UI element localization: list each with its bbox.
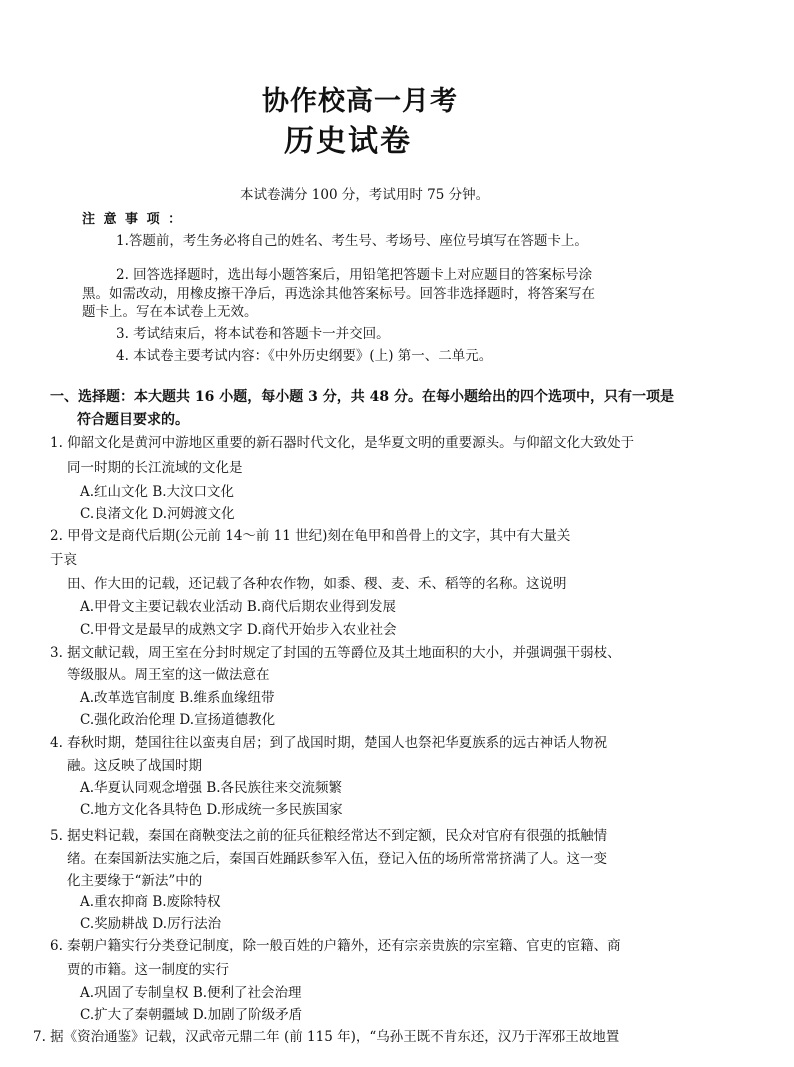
q3-stem-line2: 等级服从。周王室的这一做法意在 — [67, 667, 270, 683]
q1-options-cd: C.良渚文化 D.河姆渡文化 — [80, 506, 235, 522]
q4-stem-line2: 融。这反映了战国时期 — [67, 758, 202, 774]
q6-options-cd: C.扩大了秦朝疆域 D.加剧了阶级矛盾 — [80, 1007, 303, 1023]
note-item-4: 4. 本试卷主要考试内容：《中外历史纲要》(上) 第一、二单元。 — [116, 348, 493, 364]
q4-stem-line1: 4. 春秋时期，楚国往往以蛮夷自居；到了战国时期，楚国人也祭祀华夏族系的远古神话人物祝 — [50, 735, 608, 751]
note-item-1: 1.答题前，考生务必将自己的姓名、考生号、考场号、座位号填写在答题卡上。 — [116, 233, 588, 249]
q5-stem-line2: 绪。在秦国新法实施之后，秦国百姓踊跃参军入伍，登记入伍的场所常常挤满了人。这一变 — [67, 851, 607, 867]
q6-stem-line1: 6. 秦朝户籍实行分类登记制度，除一般百姓的户籍外，还有宗亲贵族的宗室籍、官吏的宦籍、商 — [50, 938, 621, 954]
exam-info: 本试卷满分 100 分，考试用时 75 分钟。 — [240, 187, 490, 203]
q4-options-cd: C.地方文化各具特色 D.形成统一多民族国家 — [80, 802, 343, 818]
note-item-2-line2: 黑。如需改动，用橡皮擦干净后，再选涂其他答案标号。回答非选择题时，将答案写在 — [82, 286, 595, 302]
note-item-2-line1: 2. 回答选择题时，选出每小题答案后，用铅笔把答题卡上对应题目的答案标号涂 — [116, 267, 593, 283]
q3-stem-line1: 3. 据文献记载，周王室在分封时规定了封国的五等爵位及其土地面积的大小，并强调强干弱枝、 — [50, 645, 621, 661]
note-item-3: 3. 考试结束后，将本试卷和答题卡一并交回。 — [116, 326, 390, 342]
q2-stem-line3: 田、作大田的记载，还记载了各种农作物，如黍、稷、麦、禾、稻等的名称。这说明 — [67, 576, 567, 592]
q6-options-ab: A.巩固了专制皇权 B.便利了社会治理 — [80, 985, 302, 1001]
q2-options-ab: A.甲骨文主要记载农业活动 B.商代后期农业得到发展 — [80, 599, 397, 615]
q2-stem-line2: 于哀 — [50, 552, 77, 568]
q1-stem-line2: 同一时期的长江流域的文化是 — [67, 460, 243, 476]
exam-title: 协作校高一月考 — [262, 86, 458, 117]
q2-options-cd: C.甲骨文是最早的成熟文字 D.商代开始步入农业社会 — [80, 622, 397, 638]
note-item-2-line3: 题卡上。写在本试卷上无效。 — [82, 304, 258, 320]
q4-options-ab: A.华夏认同观念增强 B.各民族往来交流频繁 — [80, 780, 343, 796]
section-heading-line2: 符合题目要求的。 — [77, 412, 189, 428]
q5-stem-line1: 5. 据史料记载，秦国在商鞅变法之前的征兵征粮经常达不到定额，民众对官府有很强的抵触情 — [50, 828, 608, 844]
q2-stem-line1: 2. 甲骨文是商代后期(公元前 14～前 11 世纪)刻在龟甲和兽骨上的文字，其中有大量关 — [50, 528, 571, 544]
q5-stem-line3: 化主要缘于“新法”中的 — [67, 873, 203, 889]
q5-options-ab: A.重农抑商 B.废除特权 — [80, 894, 221, 910]
subject-title: 历史试卷 — [284, 124, 412, 159]
q6-stem-line2: 贾的市籍。这一制度的实行 — [67, 962, 229, 978]
q1-options-ab: A.红山文化 B.大汶口文化 — [80, 484, 235, 500]
q7-stem-line1: 7. 据《资治通鉴》记载，汉武帝元鼎二年 (前 115 年)，“乌孙王既不肯东还，汉乃于浑邪王故地置 — [33, 1029, 620, 1045]
q1-stem-line1: 1. 仰韶文化是黄河中游地区重要的新石器时代文化，是华夏文明的重要源头。与仰韶文化大致处于 — [50, 435, 635, 451]
section-heading-line1: 一、选择题：本大题共 16 小题，每小题 3 分，共 48 分。在每小题给出的四个选项中，只有一项是 — [50, 389, 674, 405]
notes-heading: 注 意 事 项 ： — [82, 212, 184, 227]
q3-options-cd: C.强化政治伦理 D.宣扬道德教化 — [80, 712, 276, 728]
q3-options-ab: A.改革选官制度 B.维系血缘纽带 — [80, 690, 275, 706]
q5-options-cd: C.奖励耕战 D.厉行法治 — [80, 916, 222, 932]
